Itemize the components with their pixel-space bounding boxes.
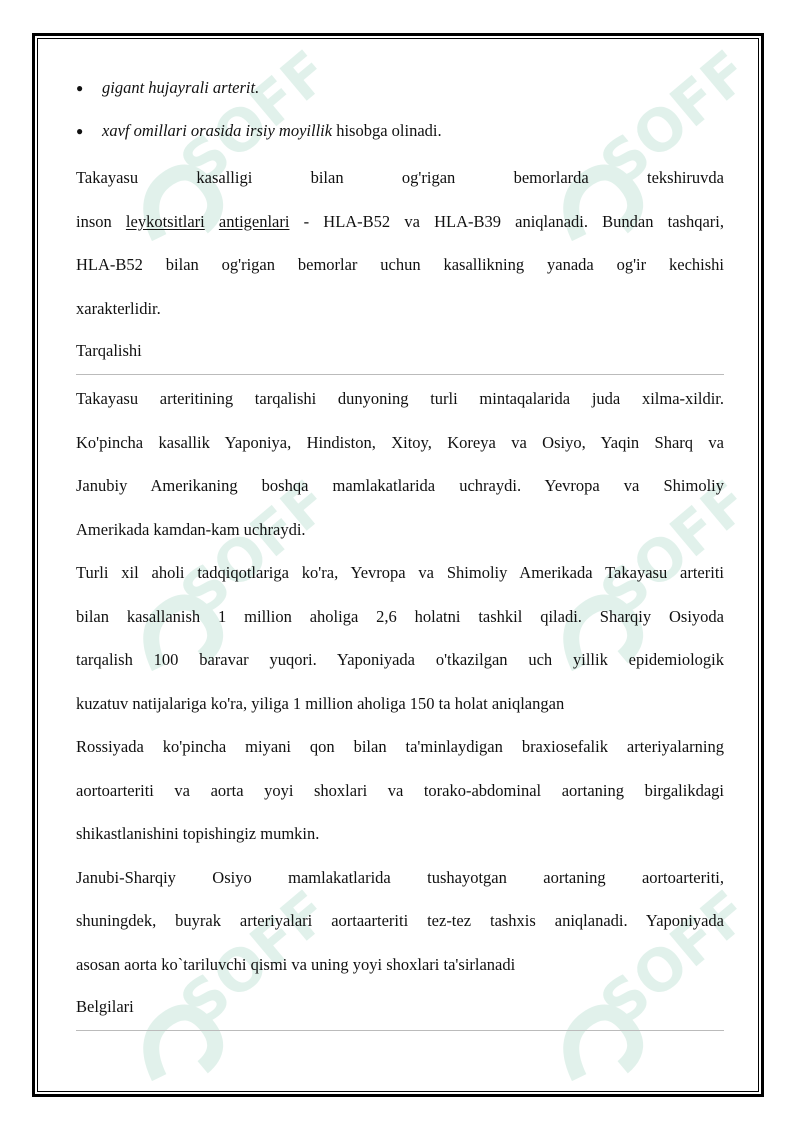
text-line: kuzatuv natijalariga ko'ra, yiliga 1 million aholiga 150 ta holat aniqlangan bbox=[76, 693, 565, 713]
text-span: inson bbox=[76, 211, 126, 231]
text-line: asosan aorta ko`tariluvchi qismi va uning yoyi shoxlari ta'sirlanadi bbox=[76, 954, 516, 974]
text-line: xarakterlidir. bbox=[76, 298, 161, 318]
text-span bbox=[205, 212, 219, 231]
text-line: shuningdek, buyrak arteriyalari aortaarteriti tez-tez tashxis aniqlanadi. Yaponiyada bbox=[76, 911, 724, 930]
text-line: Ko'pincha kasallik Yaponiya, Hindiston, Xitoy, Koreya va Osiyo, Yaqin Sharq va bbox=[76, 432, 724, 452]
bullet-icon: ● bbox=[76, 81, 84, 95]
text-line: Rossiyada ko'pincha miyani qon bilan ta'minlaydigan braxiosefalik arteriyalarning bbox=[76, 737, 724, 756]
svg-text:SOFF: SOFF bbox=[167, 40, 320, 199]
paragraph-incidence bbox=[76, 551, 724, 725]
text-line: Takayasu arteritining tarqalishi dunyoning turli mintaqalarida juda xilma-xildir. bbox=[76, 389, 724, 408]
text-line: Janubi-Sharqiy Osiyo mamlakatlarida tushayotgan aortaning aortoarteriti, bbox=[76, 867, 724, 887]
paragraph-hla bbox=[76, 156, 724, 330]
svg-text:SOFF: SOFF bbox=[167, 880, 320, 1039]
svg-text:SOFF: SOFF bbox=[587, 880, 740, 1039]
paragraph-russia bbox=[76, 725, 724, 856]
svg-text:SOFF: SOFF bbox=[587, 40, 740, 199]
list-item-text: xavf omillari orasida irsiy moyillik bbox=[102, 121, 333, 140]
text-line: aortoarteriti va aorta yoyi shoxlari va torako-abdominal aortaning birgalikdagi bbox=[76, 780, 724, 800]
document-body bbox=[76, 70, 724, 1033]
list-item-text-normal: hisobga olinadi. bbox=[332, 121, 442, 140]
text-line: bilan kasallanish 1 million aholiga 2,6 holatni tashkil qiladi. Sharqiy Osiyoda bbox=[76, 606, 724, 626]
list-item bbox=[76, 113, 724, 156]
paragraph-southeast-asia bbox=[76, 856, 724, 987]
list-item bbox=[76, 70, 724, 113]
text-line: Takayasu kasalligi bilan og'rigan bemorlarda tekshiruvda bbox=[76, 168, 724, 187]
text-line: Amerikada kamdan-kam uchraydi. bbox=[76, 519, 306, 539]
paragraph-distribution bbox=[76, 377, 724, 551]
text-line: tarqalish 100 baravar yuqori. Yaponiyada o'tkazilgan uch yillik epidemiologik bbox=[76, 650, 724, 669]
section-heading-belgilari: Belgilari bbox=[76, 986, 724, 1031]
list-item-text: gigant hujayrali arterit. bbox=[102, 78, 260, 97]
text-line bbox=[76, 200, 724, 244]
text-line: Turli xil aholi tadqiqotlariga ko'ra, Yevropa va Shimoliy Amerikada Takayasu arteriti bbox=[76, 563, 724, 582]
text-span: - HLA-B52 va HLA-B39 aniqlanadi. Bundan tashqari, bbox=[289, 211, 724, 231]
section-heading-tarqalishi: Tarqalishi bbox=[76, 330, 724, 375]
bullet-icon: ● bbox=[76, 124, 84, 138]
svg-text:SOFF: SOFF bbox=[167, 470, 320, 629]
svg-text:SOFF: SOFF bbox=[587, 470, 740, 629]
text-line: HLA-B52 bilan og'rigan bemorlar uchun kasallikning yanada og'ir kechishi bbox=[76, 255, 724, 274]
text-line: shikastlanishini topishingiz mumkin. bbox=[76, 824, 320, 843]
link-leykotsitlari[interactable]: leykotsitlari bbox=[125, 211, 205, 231]
text-line: Janubiy Amerikaning boshqa mamlakatlarida uchraydi. Yevropa va Shimoliy bbox=[76, 476, 724, 495]
link-antigenlari[interactable]: antigenlari bbox=[218, 211, 290, 231]
